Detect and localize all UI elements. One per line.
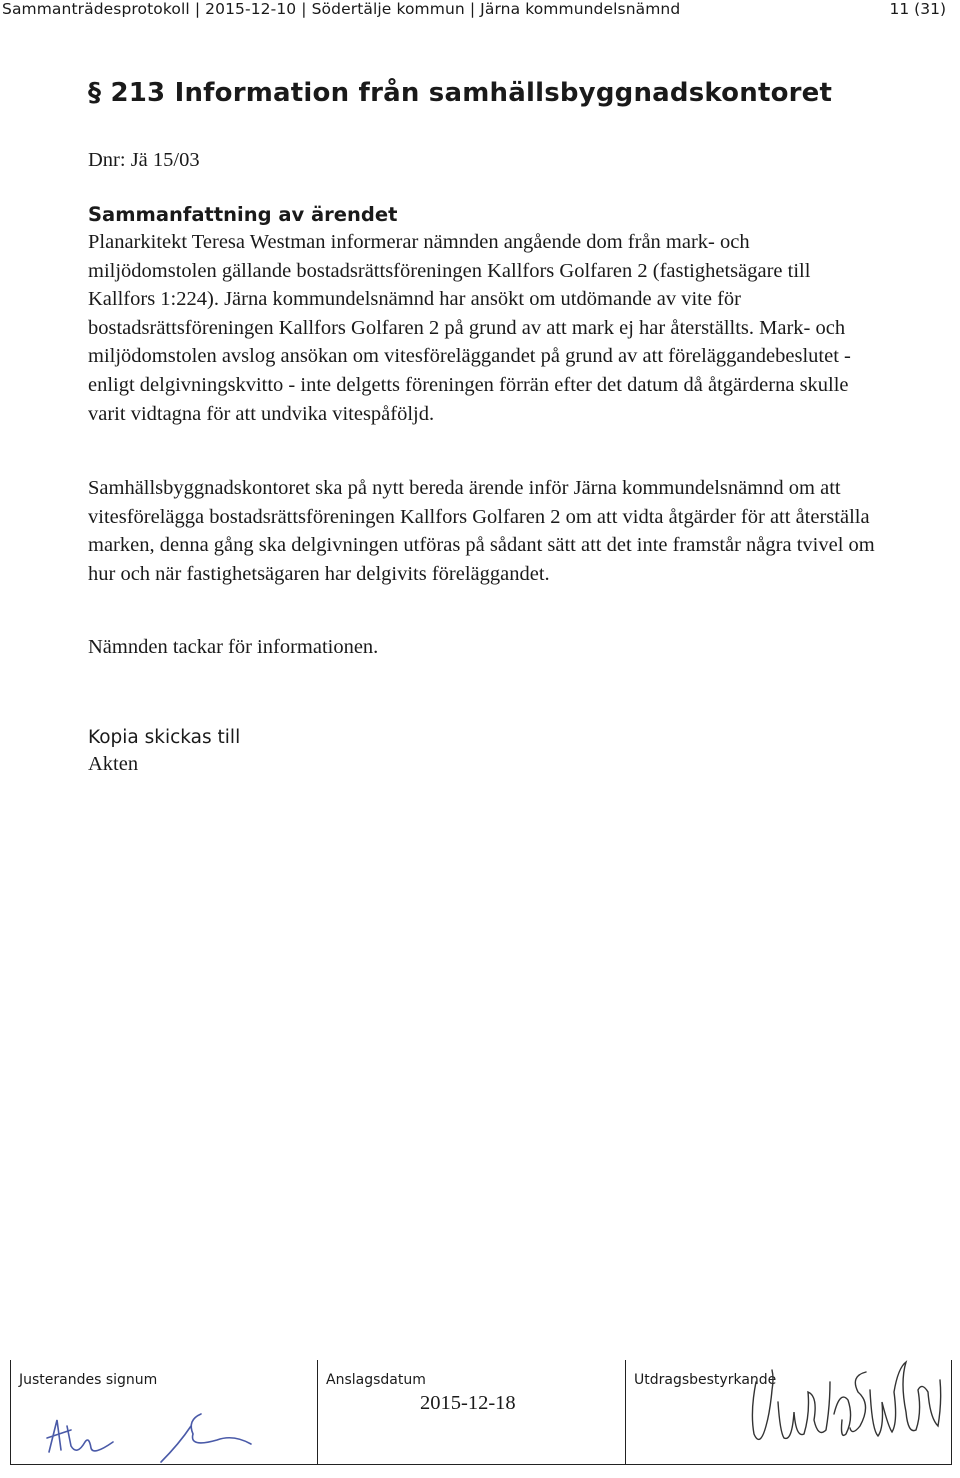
page-number: 11 (31) xyxy=(889,0,946,18)
document-info: Sammanträdesprotokoll | 2015-12-10 | Södertälje kommun | Järna kommundelsnämnd xyxy=(2,0,681,18)
posting-date-label: Anslagsdatum xyxy=(326,1372,426,1388)
paragraph-line: bostadsrättsföreningen Kallfors Golfaren 2 på grund av att mark ej har återställts. Mark- och xyxy=(88,316,846,339)
paragraph-line: Kallfors 1:224). Järna kommundelsnämnd har ansökt om utdömande av vite för xyxy=(88,288,742,311)
section-title: § 213 Information från samhällsbyggnadskontoret xyxy=(88,78,833,108)
extract-certification-label: Utdragsbestyrkande xyxy=(634,1372,777,1388)
summary-heading: Sammanfattning av ärendet xyxy=(88,203,398,226)
paragraph-line: enligt delgivningskvitto - inte delgetts föreningen förrän efter det datum då åtgärderna skulle xyxy=(88,373,849,396)
paragraph-line: Samhällsbyggnadskontoret ska på nytt bereda ärende inför Järna kommundelsnämnd om att xyxy=(88,477,841,499)
copy-sent-to-label: Kopia skickas till xyxy=(88,727,241,748)
page-header xyxy=(0,0,960,24)
footer-signature-table xyxy=(10,1360,952,1465)
paragraph-line: miljödomstolen gällande bostadsrättsföreningen Kallfors Golfaren 2 (fastighetsägare till xyxy=(88,259,811,282)
paragraph-line: miljödomstolen avslog ansökan om vitesföreläggandet på grund av att föreläggandebeslutet - xyxy=(88,345,851,368)
summary-paragraph-1 xyxy=(88,228,943,428)
posting-date: 2015-12-18 xyxy=(420,1392,516,1414)
paragraph-line: Planarkitekt Teresa Westman informerar nämnden angående dom från mark- och xyxy=(88,231,750,253)
summary-paragraph-3: Nämnden tackar för informationen. xyxy=(88,636,379,658)
paragraph-line: hur och när fastighetsägaren har delgivits föreläggandet. xyxy=(88,562,550,585)
handwritten-signature xyxy=(722,1342,948,1462)
case-number: Dnr: Jä 15/03 xyxy=(88,149,200,171)
copy-recipient: Akten xyxy=(88,753,139,775)
paragraph-line: marken, denna gång ska delgivningen utföras på sådant sätt att det inte framstår några tvivel om xyxy=(88,534,875,557)
posting-date-cell xyxy=(317,1360,626,1464)
extract-certification-cell xyxy=(625,1360,952,1464)
paragraph-line: vitesförelägga bostadsrättsföreningen Kallfors Golfaren 2 om att vidta åtgärder för att återställa xyxy=(88,505,870,528)
summary-paragraph-2 xyxy=(88,474,943,588)
paragraph-line: varit vidtagna för att undvika vitespåföljd. xyxy=(88,402,435,425)
handwritten-initials xyxy=(41,1386,271,1464)
signatures-cell xyxy=(11,1360,317,1464)
signatures-label: Justerandes signum xyxy=(19,1372,158,1388)
